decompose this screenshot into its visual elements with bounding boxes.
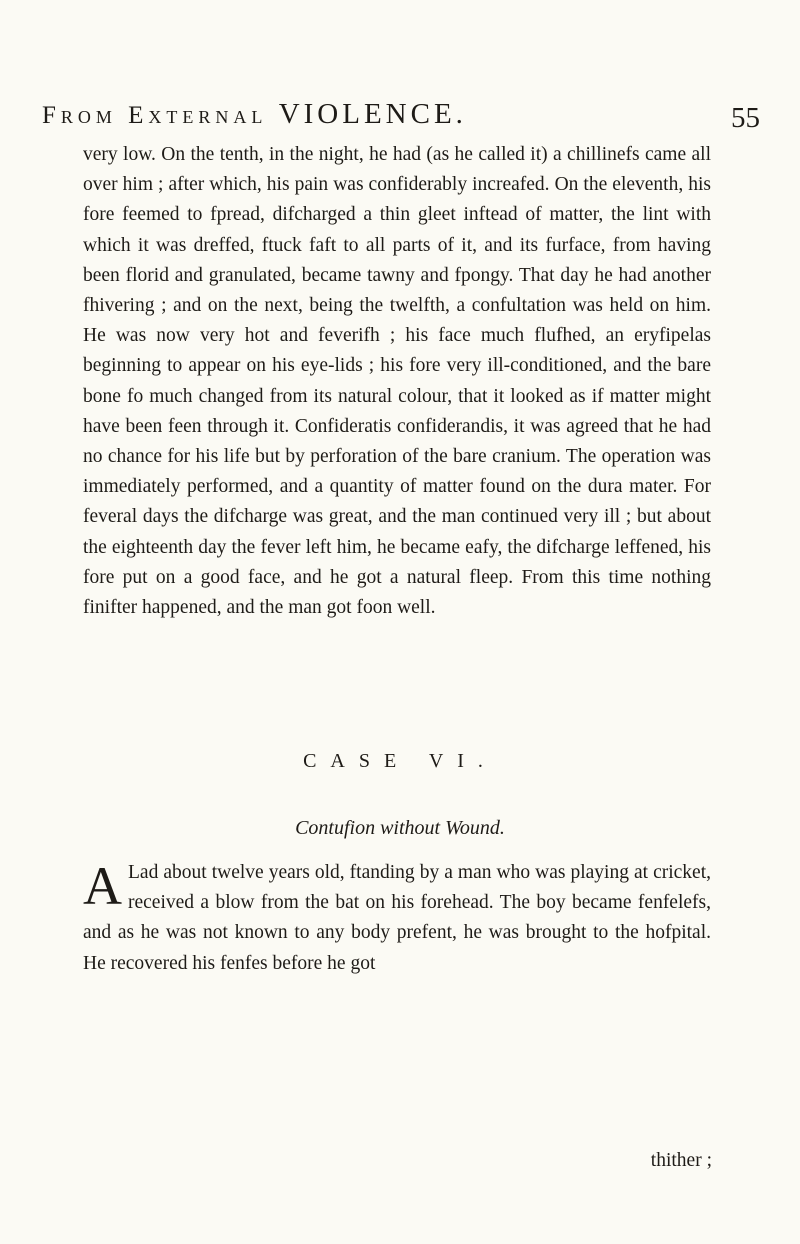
body-paragraph: very low. On the tenth, in the night, he had (as he called it) a chillinefs came all over him ; after which, his pain was confiderably increafed. On the eleventh, his fore feemed to fpread, difcharged a thin gleet inftead of matter, the lint with which it was dreffed, ftuck faft to all parts of it, and its furface, from having been florid and granulated, became tawny and fpongy. That day he had another fhivering ; and on the next, being the twelfth, a confultation was held on him. He was now very hot and feverifh ; his face much flufhed, an eryfipelas beginning to appear on his eye-lids ; his fore very ill-conditioned, and the bare bone fo much changed from its natural colour, that it looked as if matter might have been feen through it. Confideratis confiderandis, it was agreed that he had no chance for his life but by perforation of the bare cranium. The operation was immediately performed, and a quantity of matter found on the dura mater. For feveral days the difcharge was great, and the man continued very ill ; but about the eighteenth day the fever left him, he became eafy, the difcharge leffened, his fore put on a good face, and he got a natural fleep. From this time nothing finifter happened, and the man got foon well. [83, 144, 711, 619]
page-number: 55 [731, 102, 760, 134]
running-head-small-caps: From External [42, 102, 268, 129]
running-head [42, 98, 467, 131]
body-text [83, 140, 711, 623]
case-paragraph: Lad about twelve years old, ftanding by a man who was playing at cricket, received a blow from the bat on his forehead. The boy became fenfelefs, and as he was not known to any body prefent, he was brought to the hofpital. He recovered his fenfes before he got [83, 862, 711, 974]
case-heading: CASE VI. [303, 750, 497, 772]
case-text [83, 858, 711, 979]
catchword: thither ; [650, 1150, 712, 1171]
case-subtitle: Contufion without Wound. [295, 817, 505, 839]
running-head-capitals: VIOLENCE. [278, 98, 467, 130]
drop-cap: A [83, 856, 122, 916]
